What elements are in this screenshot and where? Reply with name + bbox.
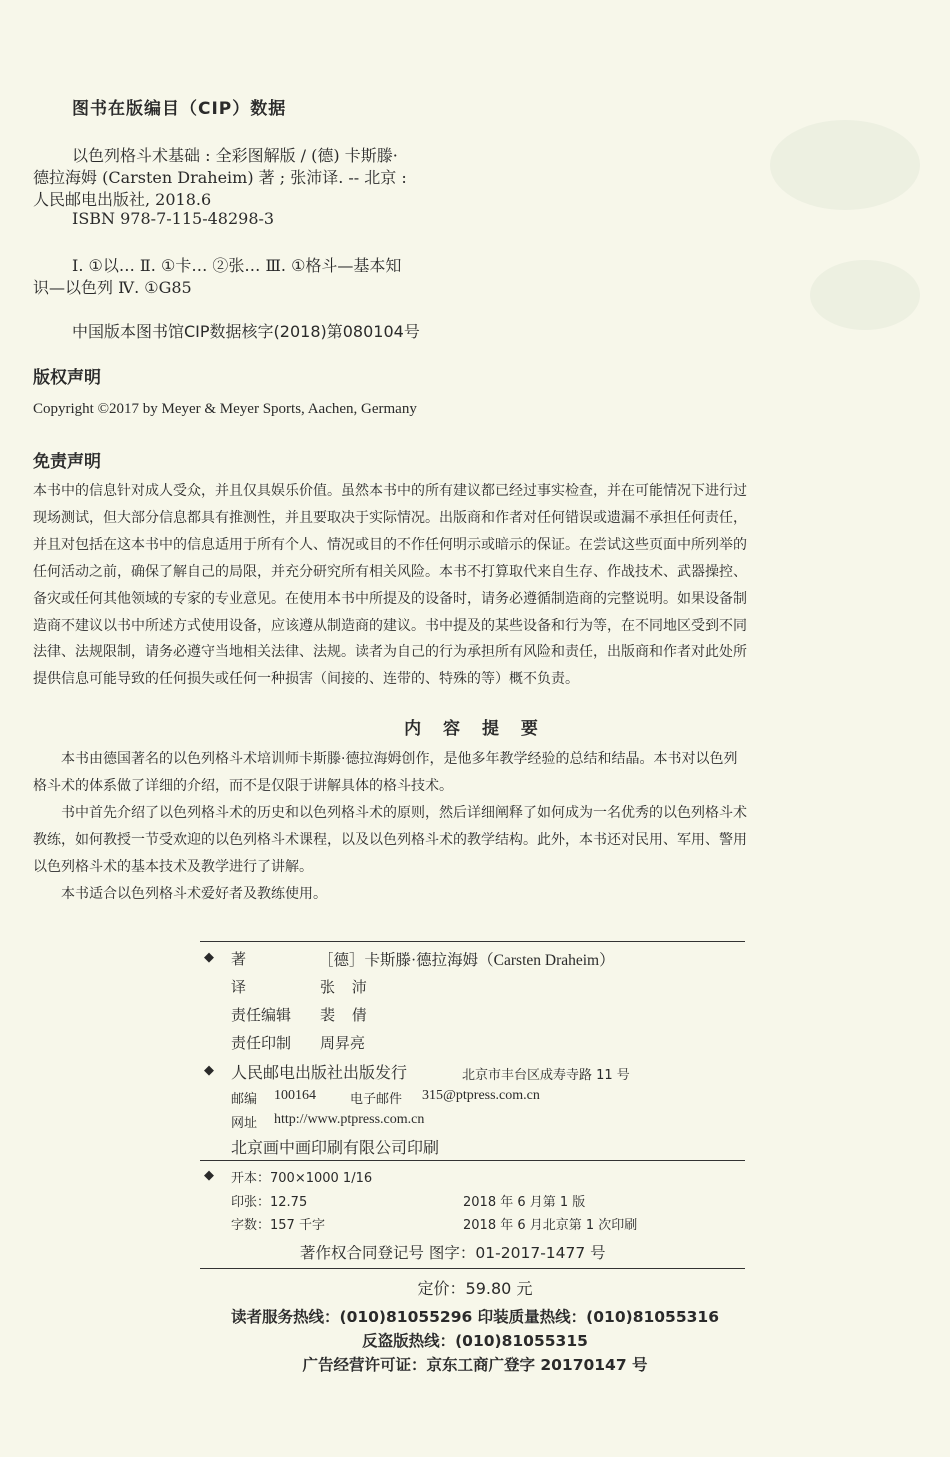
disclaimer-line: 并且对包括在这本书中的信息适用于所有个人、情况或目的不作任何明示或暗示的保证。在尝试这些页面中所列举的: [33, 536, 747, 553]
editor-label: 责任编辑: [231, 1006, 292, 1024]
service-hotlines: 读者服务热线：(010)81055296 印装质量热线：(010)81055316: [230, 1308, 719, 1326]
cip-title: 图书在版编目（CIP）数据: [72, 99, 287, 119]
website-label: 网址: [231, 1116, 258, 1131]
cip-isbn: ISBN 978-7-115-48298-3: [72, 209, 275, 228]
copyright-text: Copyright ©2017 by Meyer & Meyer Sports, Aachen, Germany: [33, 401, 417, 417]
editor-value: 裴 倩: [320, 1006, 373, 1024]
summary-line: 教练，如何教授一节受欢迎的以色列格斗术课程，以及以色列格斗术的教学结构。此外，本书还对民用、军用、警用: [33, 831, 747, 848]
translator-label: 译: [231, 978, 247, 996]
publisher: 人民邮电出版社出版发行: [231, 1063, 408, 1082]
translator-value: 张 沛: [320, 978, 373, 996]
summary-line: 本书适合以色列格斗术爱好者及教练使用。: [61, 885, 327, 902]
print-supervisor-value: 周昇亮: [320, 1034, 366, 1052]
author-label: 著: [231, 950, 247, 968]
paper-stain: [770, 120, 920, 210]
ad-license: 广告经营许可证：京东工商广登字 20170147 号: [302, 1356, 648, 1374]
disclaimer-line: 造商不建议以书中所述方式使用设备，应该遵从制造商的建议。书中提及的某些设备和行为等，在不同地区受到不同: [33, 617, 747, 634]
cip-line-3: 人民邮电出版社, 2018.6: [33, 190, 212, 209]
edition: 2018 年 6 月第 1 版: [463, 1195, 586, 1210]
cip-class-line-1: Ⅰ. ①以… Ⅱ. ①卡… ②张… Ⅲ. ①格斗—基本知: [72, 256, 402, 275]
anti-piracy-hotline: 反盗版热线：(010)81055315: [362, 1332, 588, 1350]
website: http://www.ptpress.com.cn: [274, 1112, 425, 1127]
summary-line: 书中首先介绍了以色列格斗术的历史和以色列格斗术的原则，然后详细阐释了如何成为一名优秀的以色列格斗术: [61, 804, 747, 821]
summary-line: 格斗术的体系做了详细的介绍，而不是仅限于讲解具体的格斗技术。: [33, 777, 453, 794]
publisher-address: 北京市丰台区成寿寺路 11 号: [462, 1068, 630, 1083]
imprint-mid-rule: [200, 1160, 745, 1161]
disclaimer-heading: 免责声明: [33, 452, 101, 472]
cip-line-1: 以色列格斗术基础 : 全彩图解版 / (德) 卡斯滕·: [72, 146, 398, 165]
paper-stain: [810, 260, 920, 330]
disclaimer-line: 现场测试，但大部分信息都具有推测性，并且要取决于实际情况。出版商和作者对任何错误或遗漏不承担任何责任，: [33, 509, 747, 526]
imprint-bottom-rule: [200, 1268, 745, 1269]
summary-heading: 内 容 提 要: [404, 719, 546, 739]
cip-class-line-2: 识—以色列 Ⅳ. ①G85: [33, 278, 192, 297]
copyright-contract-number: 著作权合同登记号 图字：01-2017-1477 号: [300, 1244, 606, 1262]
postcode: 100164: [274, 1088, 316, 1103]
author-value: ［德］卡斯滕·德拉海姆（Carsten Draheim）: [318, 952, 615, 969]
disclaimer-line: 法律、法规限制，请务必遵守当地相关法律、法规。读者为自己的行为承担所有风险和责任，出版商和作者对此处所: [33, 644, 747, 661]
disclaimer-line: 备灾或任何其他领域的专家的专业意见。在使用本书中所提及的设备时，请务必遵循制造商的完整说明。如果设备制: [33, 590, 747, 607]
summary-body: [33, 746, 891, 907]
printed-sheets: 印张：12.75: [231, 1195, 308, 1210]
diamond-bullet-icon: ◆: [204, 1063, 214, 1078]
postcode-label: 邮编: [231, 1092, 258, 1107]
printing: 2018 年 6 月北京第 1 次印刷: [463, 1218, 638, 1233]
copyright-heading: 版权声明: [33, 368, 101, 388]
printer: 北京画中画印刷有限公司印刷: [231, 1138, 440, 1157]
imprint-top-rule: [200, 941, 745, 942]
book-format: 开本：700×1000 1/16: [231, 1171, 373, 1186]
summary-line: 本书由德国著名的以色列格斗术培训师卡斯滕·德拉海姆创作，是他多年教学经验的总结和结晶。本书对以色列: [61, 751, 738, 767]
email-label: 电子邮件: [350, 1092, 403, 1107]
cip-line-2: 德拉海姆 (Carsten Draheim) 著 ; 张沛译. -- 北京 :: [33, 168, 407, 187]
disclaimer-line: 任何活动之前，确保了解自己的局限，并充分研究所有相关风险。本书不打算取代来自生存、作战技术、武器操控、: [33, 563, 747, 580]
disclaimer-line: 提供信息可能导致的任何损失或任何一种损害（间接的、连带的、特殊的等）概不负责。: [33, 671, 579, 688]
price: 定价：59.80 元: [417, 1279, 533, 1298]
disclaimer-line: 本书中的信息针对成人受众，并且仅具娱乐价值。虽然本书中的所有建议都已经过事实检查，并在可能情况下进行过: [33, 483, 747, 499]
cip-verification: 中国版本图书馆CIP数据核字(2018)第080104号: [72, 322, 420, 341]
disclaimer-body: [33, 478, 891, 693]
summary-line: 以色列格斗术的基本技术及教学进行了讲解。: [33, 858, 313, 875]
diamond-bullet-icon: ◆: [204, 1168, 214, 1183]
print-supervisor-label: 责任印制: [231, 1034, 292, 1052]
diamond-bullet-icon: ◆: [204, 950, 214, 965]
email: 315@ptpress.com.cn: [422, 1088, 540, 1103]
word-count: 字数：157 千字: [231, 1218, 325, 1233]
